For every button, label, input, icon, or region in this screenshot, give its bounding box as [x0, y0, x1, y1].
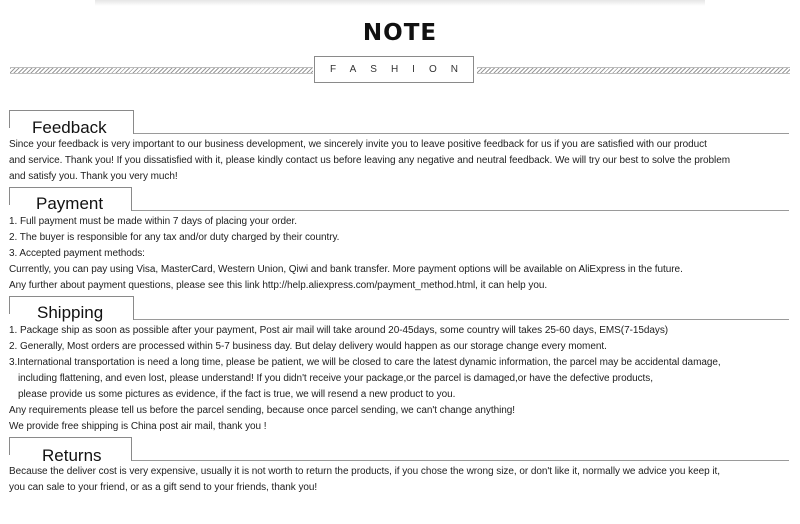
payment-line: Currently, you can pay using Visa, MasterCard, Western Union, Qiwi and bank transfer. More payment options will be available on AliExpress in the future. — [9, 264, 683, 275]
shipping-line: please provide us some pictures as evidence, if the fact is true, we will resend a new product to you. — [18, 389, 456, 400]
shipping-line: 1. Package ship as soon as possible after your payment, Post air mail will take around 20-45days, some country will takes 25-60 days, EMS(7-15days) — [9, 325, 669, 336]
feedback-line: and satisfy you. Thank you very much! — [9, 171, 178, 182]
top-divider — [95, 0, 705, 6]
returns-heading: Returns — [42, 446, 102, 465]
returns-line: you can sale to your friend, or as a gift send to your friends, thank you! — [9, 482, 318, 493]
feedback-line: and service. Thank you! If you dissatisfied with it, please kindly contact us before leaving any negative and neutral feedback. We will try our best to solve the problem — [9, 155, 731, 166]
shipping-line: Any requirements please tell us before the parcel sending, because once parcel sending, we can't change anything! — [9, 405, 516, 416]
payment-line: 1. Full payment must be made within 7 days of placing your order. — [9, 216, 298, 227]
returns-line: Because the deliver cost is very expensive, usually it is not worth to return the products, if you chose the wrong size, or don't like it, normally we advice you keep it, — [9, 466, 720, 477]
page-title: NOTE — [362, 20, 438, 46]
shipping-line: 2. Generally, Most orders are processed within 5-7 business day. But delay delivery would happen as our storage change every moment. — [9, 341, 607, 352]
decorative-hatch-right — [477, 67, 790, 74]
payment-line: Any further about payment questions, please see this link http://help.aliexpress.com/payment_method.html, it can help you. — [9, 280, 548, 291]
payment-line: 2. The buyer is responsible for any tax and/or duty charged by their country. — [9, 232, 340, 243]
shipping-line: including flattening, and even lost, please understand! If you didn't receive your package,or the parcel is damaged,or have the defective products, — [18, 373, 653, 384]
subtitle-box: FASHION — [314, 56, 474, 83]
shipping-line: We provide free shipping is China post air mail, thank you ! — [9, 421, 267, 432]
payment-line: 3. Accepted payment methods: — [9, 248, 145, 259]
decorative-hatch-left — [10, 67, 313, 74]
feedback-line: Since your feedback is very important to our business development, we sincerely invite you to leave positive feedback for us if you are satisfied with our product — [9, 139, 707, 150]
shipping-line: 3.International transportation is need a long time, please be patient, we will be closed to care the latest dynamic information, the parcel may be accidental damage, — [9, 357, 721, 368]
feedback-heading: Feedback — [32, 118, 107, 137]
shipping-heading: Shipping — [37, 303, 104, 322]
payment-heading: Payment — [36, 194, 104, 213]
